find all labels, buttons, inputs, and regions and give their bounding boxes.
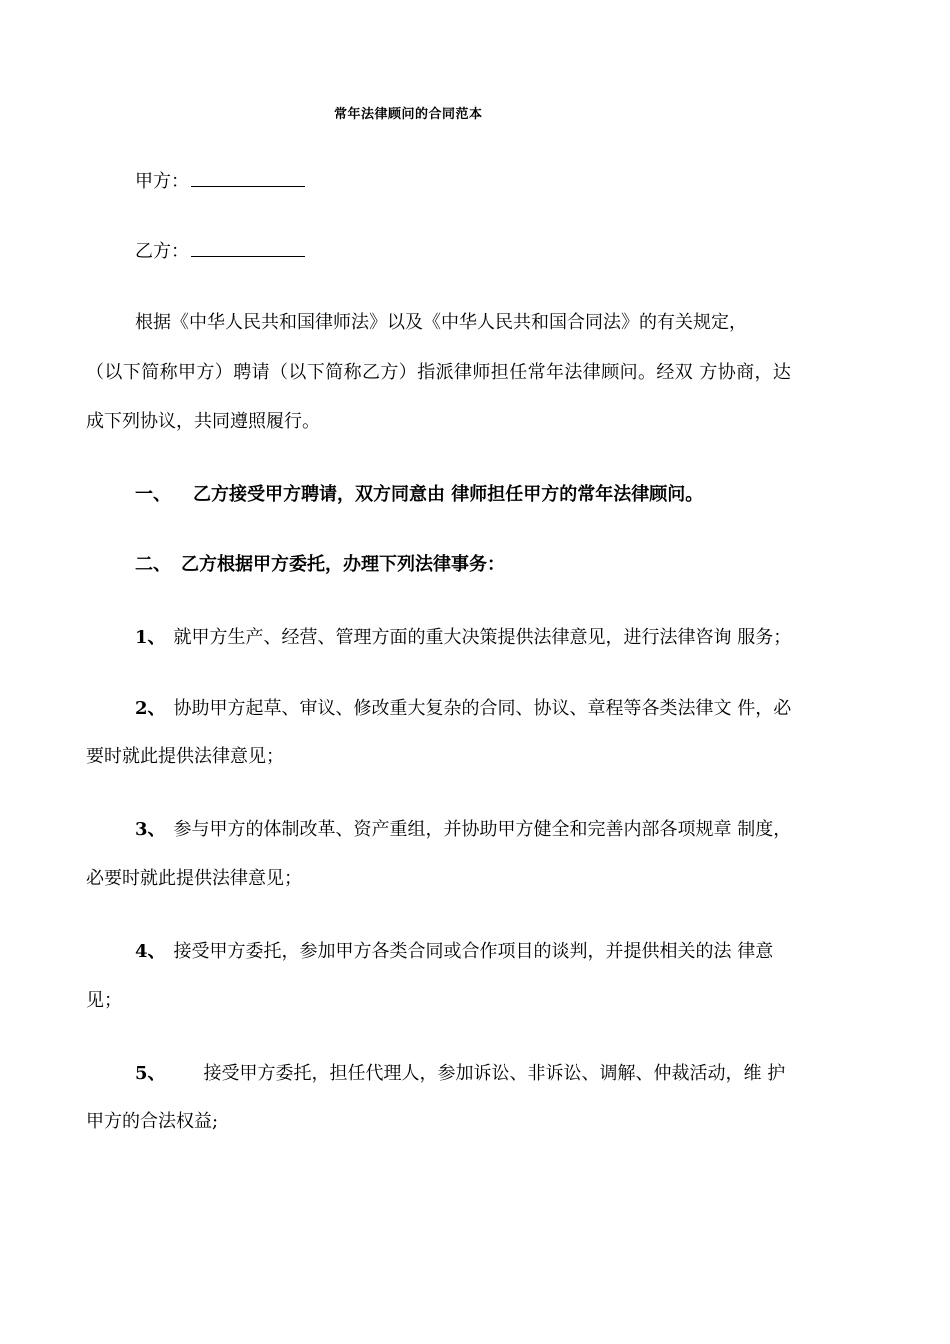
list-item-2-cont: 要时就此提供法律意见； (86, 746, 284, 767)
list-item-2 (135, 697, 791, 721)
document-title: 常年法律顾问的合同范本 (334, 107, 483, 122)
list-item-3-num: 3、 (135, 819, 166, 840)
intro-line-1: 根据《中华人民共和国律师法》以及《中华人民共和国合同法》的有关规定， (135, 312, 747, 333)
party-a-line (135, 170, 305, 194)
party-a-blank (191, 170, 305, 187)
list-item-4 (135, 940, 773, 964)
list-item-2-num: 2、 (135, 698, 166, 719)
list-item-3-text: 参与甲方的体制改革、资产重组，并协助甲方健全和完善内部各项规章 制度， (173, 819, 792, 840)
list-item-1-num: 1、 (135, 627, 166, 648)
section-2-num: 二、 (135, 554, 171, 575)
list-item-1-text: 就甲方生产、经营、管理方面的重大决策提供法律意见，进行法律咨询 服务； (173, 627, 792, 648)
section-2 (135, 553, 505, 577)
list-item-5 (135, 1062, 785, 1086)
list-item-3-cont: 必要时就此提供法律意见； (86, 868, 302, 889)
list-item-5-num: 5、 (135, 1063, 166, 1084)
list-item-4-num: 4、 (135, 941, 166, 962)
party-b-blank (191, 240, 305, 257)
list-item-1 (135, 626, 791, 650)
intro-line-2: （以下简称甲方）聘请（以下简称乙方）指派律师担任常年法律顾问。经双 方协商，达 (86, 362, 792, 383)
party-a-label: 甲方： (135, 171, 189, 192)
list-item-4-text: 接受甲方委托，参加甲方各类合同或合作项目的谈判，并提供相关的法 律意 (173, 941, 774, 962)
party-b-label: 乙方： (135, 241, 189, 262)
list-item-2-text: 协助甲方起草、审议、修改重大复杂的合同、协议、章程等各类法律文 件，必 (173, 698, 792, 719)
intro-line-3: 成下列协议，共同遵照履行。 (86, 411, 320, 432)
list-item-5-text: 接受甲方委托，担任代理人，参加诉讼、非诉讼、调解、仲裁活动，维 护 (203, 1063, 786, 1084)
section-2-text: 乙方根据甲方委托，办理下列法律事务： (181, 554, 505, 575)
list-item-4-cont: 见； (86, 990, 122, 1011)
section-1 (135, 483, 703, 507)
party-b-line (135, 240, 305, 264)
section-1-text: 乙方接受甲方聘请，双方同意由 律师担任甲方的常年法律顾问。 (193, 484, 704, 505)
list-item-5-cont: 甲方的合法权益; (86, 1111, 219, 1132)
section-1-num: 一、 (135, 484, 171, 505)
list-item-3 (135, 818, 791, 842)
